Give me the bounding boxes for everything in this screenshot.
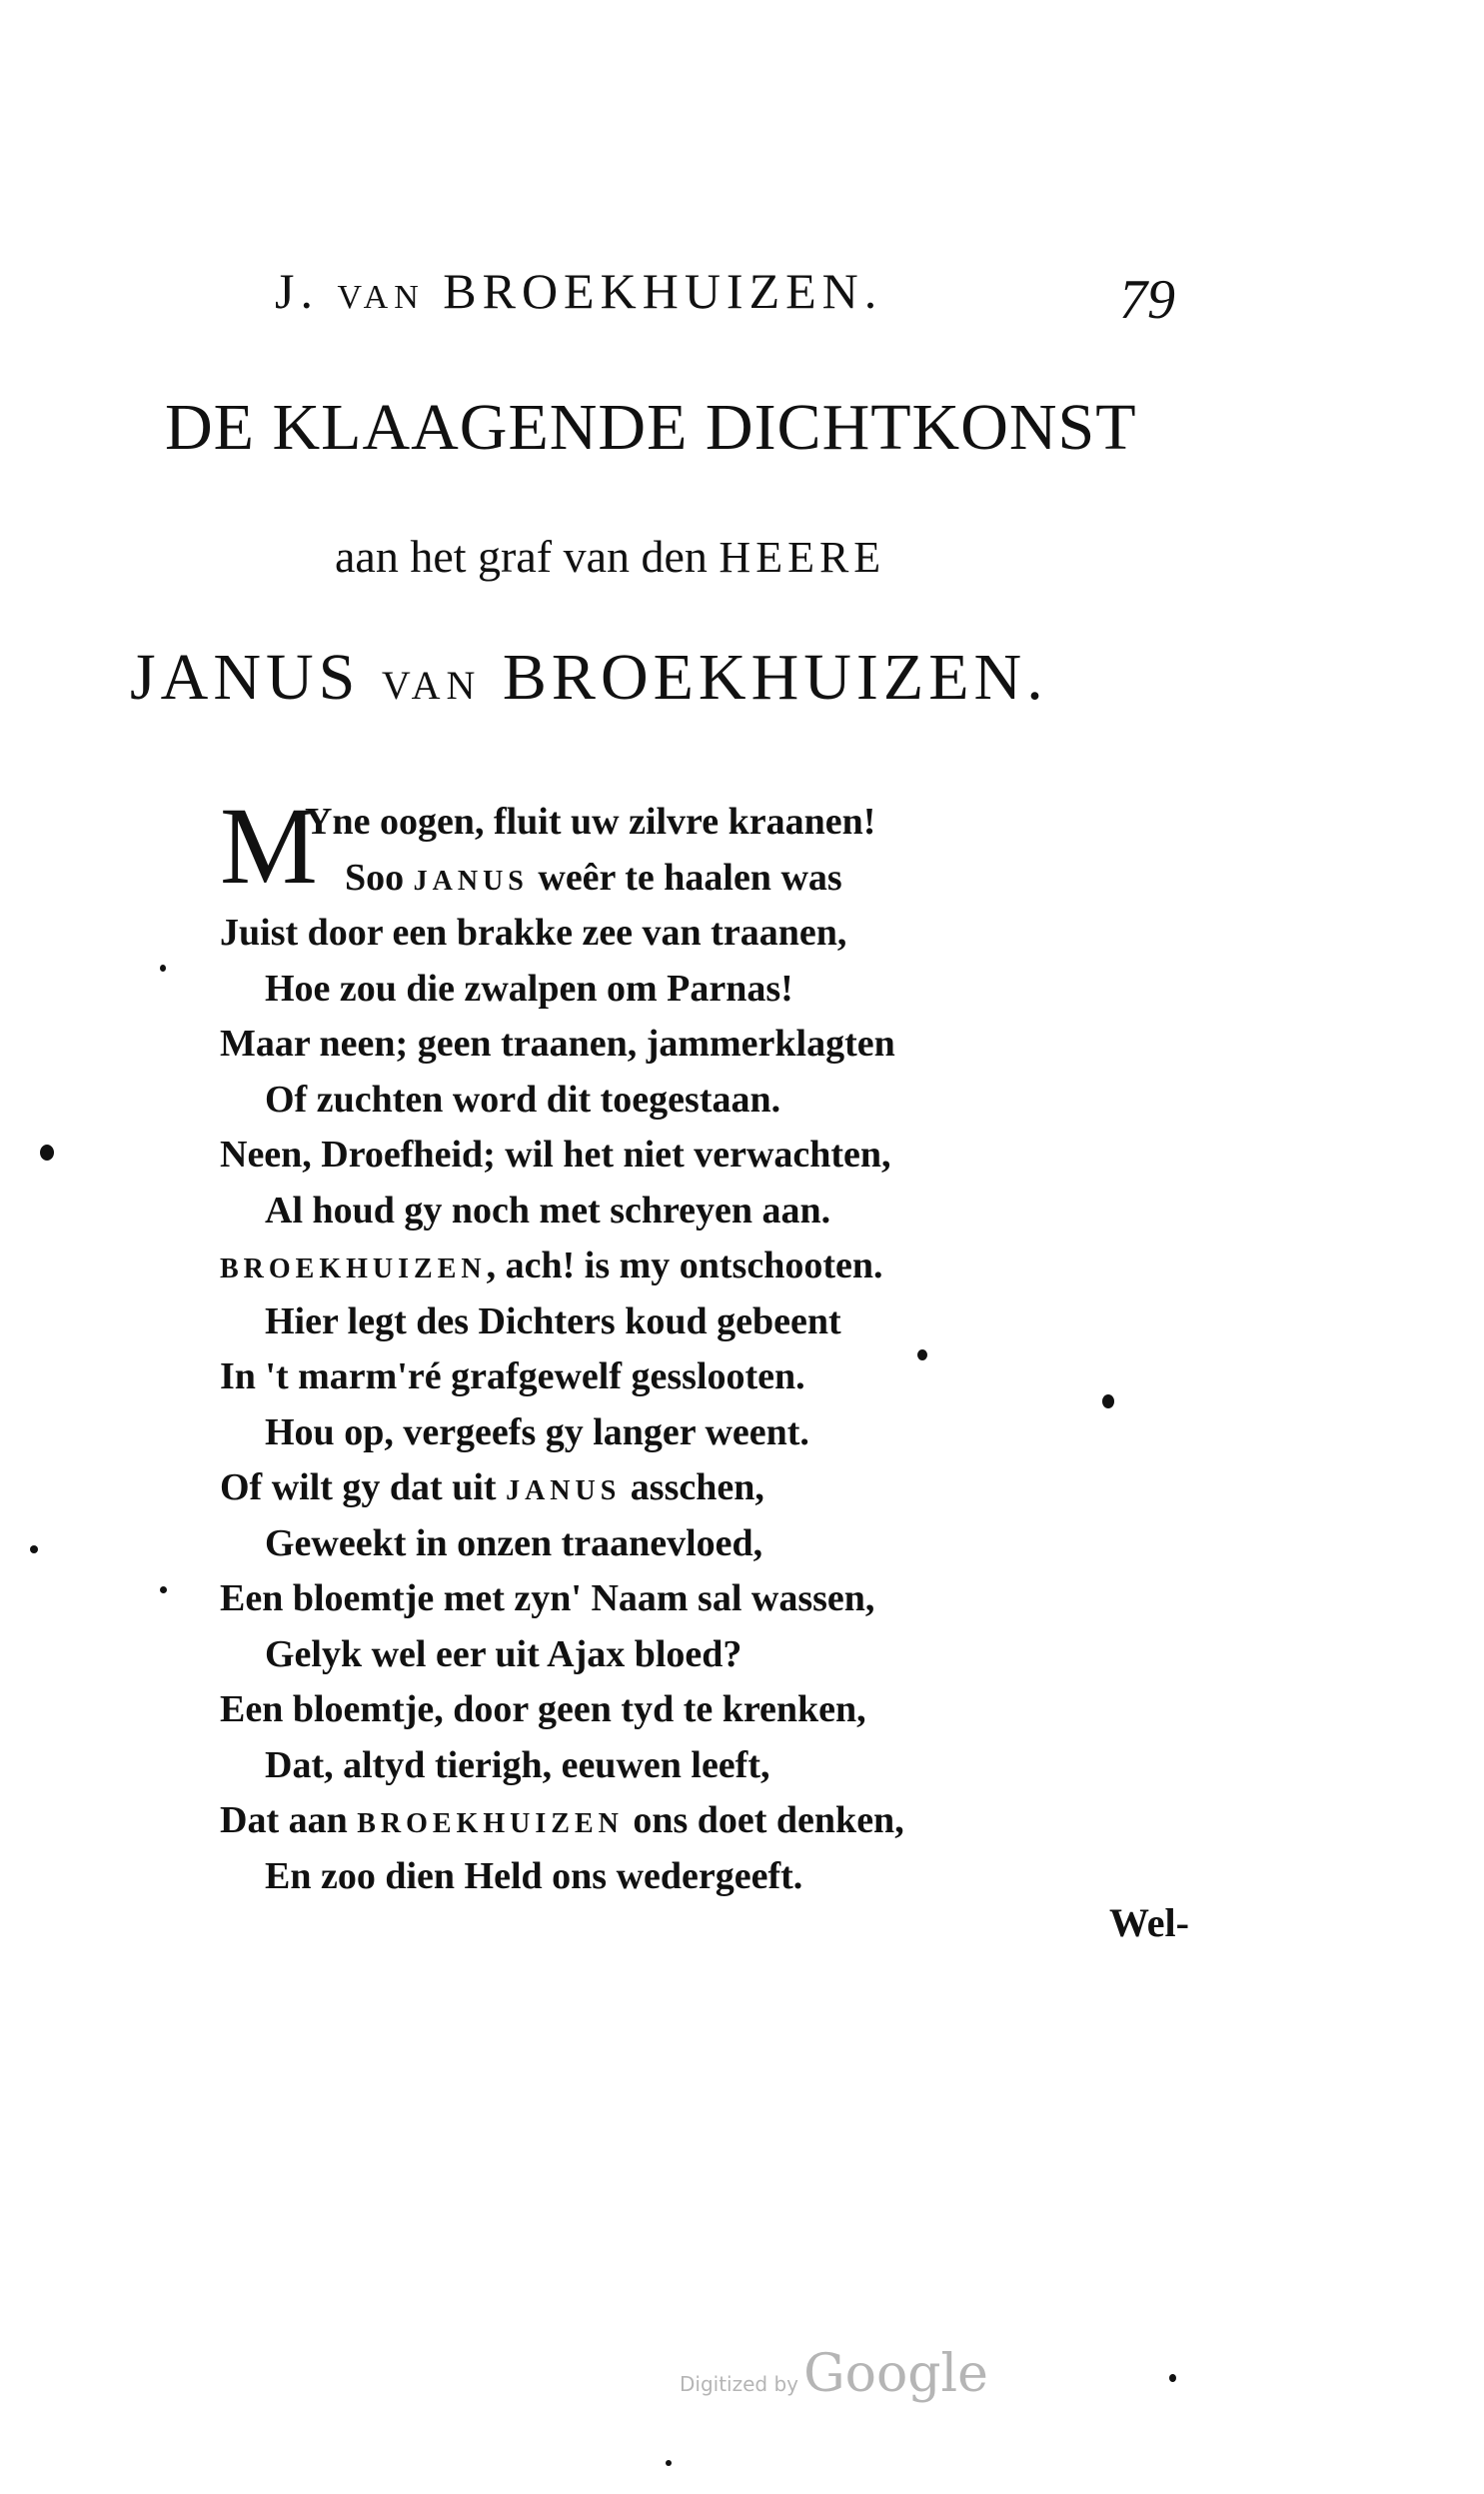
scan-speck xyxy=(160,1586,167,1593)
dedicatee-last: BROEKHUIZEN. xyxy=(502,641,1048,714)
poem-line-19-b: ons doet denken, xyxy=(633,1799,904,1841)
poem-line-5: Maar neen; geen traanen, jammerklagten xyxy=(220,1023,895,1065)
poem-line-12: Hou op, vergeefs gy langer weent. xyxy=(265,1410,809,1453)
scan-speck xyxy=(160,965,166,972)
poem-line-13-caps: JANUS xyxy=(506,1475,622,1506)
poem-line-8: Al houd gy noch met schreyen aan. xyxy=(265,1189,831,1232)
poem-line-2 xyxy=(220,851,1119,907)
google-logo: Google xyxy=(803,2344,988,2404)
running-head-surname: BROEKHUIZEN. xyxy=(443,263,883,319)
poem-line-10: Hier legt des Dichters koud gebeent xyxy=(265,1299,841,1342)
poem-line-18: Dat, altyd tierigh, eeuwen leeft, xyxy=(265,1743,770,1786)
poem-body xyxy=(220,785,1119,1904)
poem-line-6: Of zuchten word dit toegestaan. xyxy=(265,1078,781,1121)
poem-line-16: Gelyk wel eer uit Ajax bloed? xyxy=(265,1632,742,1675)
scan-speck xyxy=(1102,1394,1114,1408)
poem-line-11: In 't marm'ré grafgewelf gesslooten. xyxy=(220,1355,805,1397)
dedicatee-van: VAN xyxy=(381,663,482,708)
subtitle-caps: HEERE xyxy=(719,533,886,582)
poem-line-19 xyxy=(220,1793,1119,1849)
poem-line-3: Juist door een brakke zee van traanen, xyxy=(220,912,847,954)
poem-line-15: Een bloemtje met zyn' Naam sal wassen, xyxy=(220,1577,875,1619)
dedicatee-first: JANUS xyxy=(130,641,361,714)
running-head-van: VAN xyxy=(337,279,425,316)
poem-line-17: Een bloemtje, door geen tyd te krenken, xyxy=(220,1688,866,1730)
poem-line-13-a: Of wilt gy dat uit xyxy=(220,1466,497,1508)
running-head-prefix: J. xyxy=(275,263,319,319)
poem-line-13 xyxy=(220,1460,1119,1516)
poem-subtitle xyxy=(335,530,885,583)
watermark-prefix: Digitized by xyxy=(680,2372,798,2396)
poem-line-20: En zoo dien Held ons wedergeeft. xyxy=(265,1854,803,1897)
poem-line-7: Neen, Droefheid; wil het niet verwachten, xyxy=(220,1134,891,1176)
scan-speck xyxy=(1169,2374,1176,2382)
poem-line-9 xyxy=(220,1239,1119,1294)
scan-speck xyxy=(40,1145,54,1161)
poem-line-19-a: Dat aan xyxy=(220,1799,348,1841)
poem-line-1-text: Yne oogen, fluit uw zilvre kraanen! xyxy=(305,801,876,843)
scan-speck xyxy=(30,1545,38,1553)
poem-line-14: Geweekt in onzen traanevloed, xyxy=(265,1521,763,1564)
poem-line-13-b: asschen, xyxy=(630,1466,764,1508)
poem-title: DE KLAAGENDE DICHTKONST xyxy=(165,391,1137,464)
scan-speck xyxy=(666,2460,672,2466)
page-number: 79 xyxy=(1119,269,1175,331)
poem-line-4: Hoe zou die zwalpen om Parnas! xyxy=(265,967,793,1010)
scan-speck xyxy=(917,1349,927,1360)
poem-line-9-b: , ach! is my ontschooten. xyxy=(486,1245,883,1286)
subtitle-text: aan het graf van den xyxy=(335,531,708,582)
poem-line-2-a: Soo xyxy=(345,856,405,899)
drop-cap: M xyxy=(220,785,318,907)
catchword: Wel- xyxy=(1109,1900,1189,1945)
poem-line-2-caps: JANUS xyxy=(413,865,529,897)
poem-line-9-caps: BROEKHUIZEN xyxy=(220,1253,487,1284)
digitized-by-google-watermark xyxy=(680,2344,988,2404)
poem-line-19-caps: BROEKHUIZEN xyxy=(357,1808,624,1839)
poem-dedicatee xyxy=(130,640,1048,716)
running-head xyxy=(275,262,882,320)
poem-line-2-b: weêr te haalen was xyxy=(538,856,842,899)
